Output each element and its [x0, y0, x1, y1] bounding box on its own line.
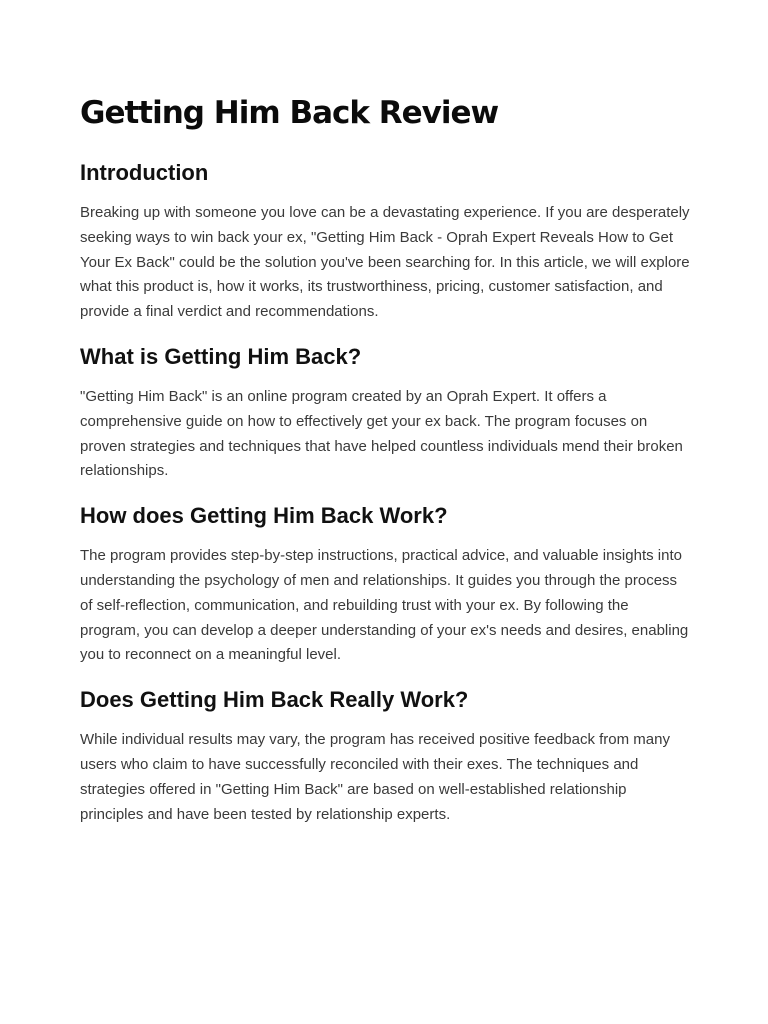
document-page — [80, 92, 692, 844]
page-title: Getting Him Back Review — [80, 95, 499, 131]
section-paragraph: The program provides step-by-step instructions, practical advice, and valuable insights into understanding the psychology of men and relationships. It guides you through the process of self-reflection, communication, and rebuilding trust with your ex. By following the program, you can develop a deeper understanding of your ex's needs and desires, enabling you to reconnect on a meaningful level. — [80, 547, 689, 664]
section-heading: What is Getting Him Back? — [80, 343, 362, 369]
section-heading: Introduction — [80, 160, 209, 185]
section-paragraph: "Getting Him Back" is an online program created by an Oprah Expert. It offers a comprehensive guide on how to effectively get your ex back. The program focuses on proven strategies and techniques that have helped countless individuals mend their broken relationships. — [80, 387, 683, 480]
section-heading: Does Getting Him Back Really Work? — [80, 687, 469, 713]
section-paragraph: Breaking up with someone you love can be a devastating experience. If you are desperately seeking ways to win back your ex, "Getting Him Back - Oprah Expert Reveals How to Get Your Ex Back" could be the solution you've been searching for. In this article, we will explore what this product is, how it works, its trustworthiness, pricing, customer satisfaction, and provide a final verdict and recommendations. — [80, 204, 690, 321]
section-heading: How does Getting Him Back Work? — [80, 503, 448, 529]
section-does-it-work — [80, 685, 692, 827]
section-what-is — [80, 342, 692, 484]
section-paragraph: While individual results may vary, the program has received positive feedback from many users who claim to have successfully reconciled with their exes. The techniques and strategies offered in "Getting Him Back" are based on well-established relationship principles and have been tested by relationship experts. — [80, 731, 670, 823]
section-how-it-works — [80, 501, 692, 668]
section-introduction — [80, 158, 692, 325]
